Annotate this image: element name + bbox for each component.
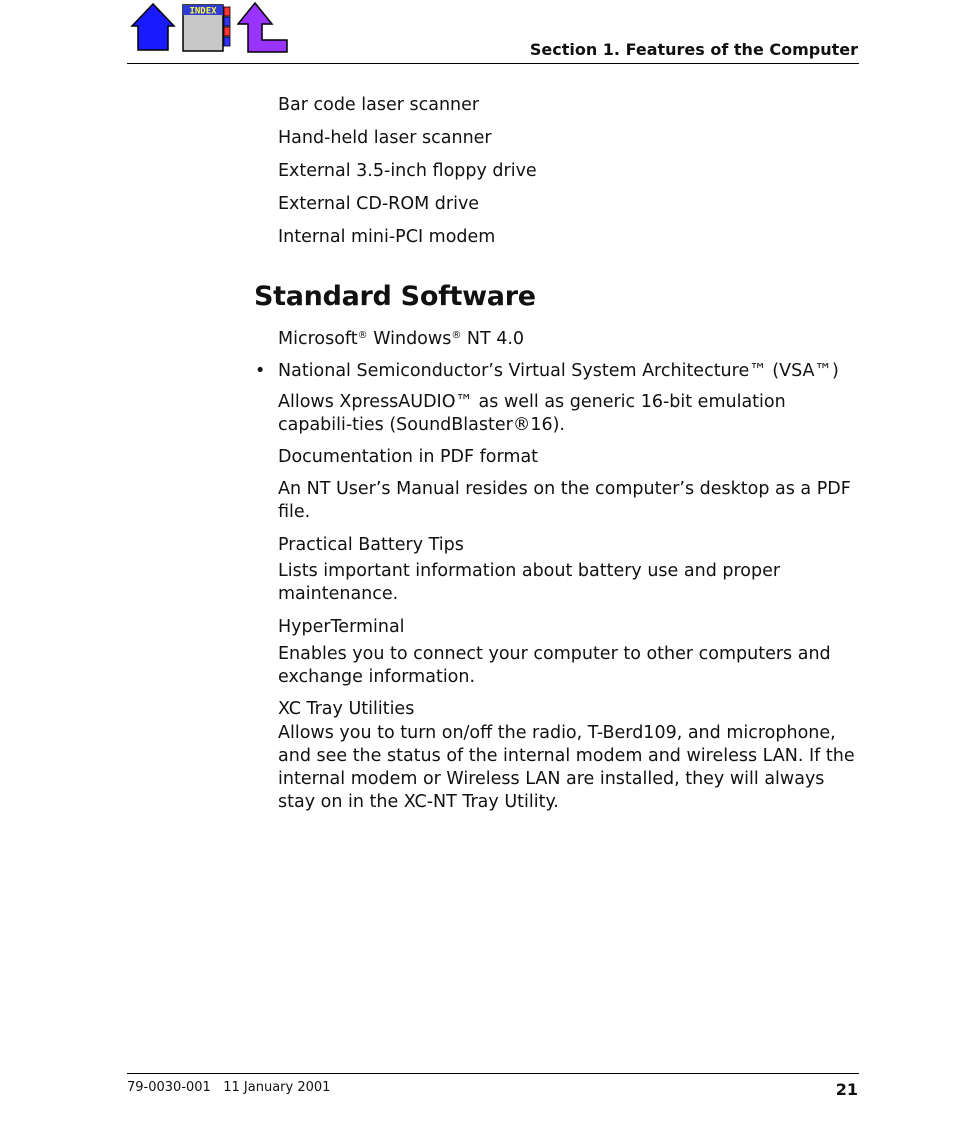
section-title: Section 1. Features of the Computer [529,40,858,59]
doc-date: 11 January 2001 [223,1080,331,1095]
item-description: Allows XpressAUDIO™ as well as generic 16-bit emulation capabili-ties (SoundBlaster®16). [278,392,786,435]
item-description: An NT User’s Manual resides on the computer’s desktop as a PDF file. [278,479,851,522]
footer-doc-info [127,1080,330,1095]
item-title: Documentation in PDF format [278,447,539,467]
index-icon[interactable] [182,2,232,54]
page-number: 21 [835,1080,858,1099]
item-title: National Semiconductor’s Virtual System Architecture™ (VSA™) [278,361,839,381]
registered-mark: ® [451,330,462,341]
item-title: XC Tray Utilities [278,699,415,719]
item-description: Lists important information about battery use and proper maintenance. [278,561,781,604]
os-part: NT 4.0 [461,329,525,349]
list-item: External 3.5-inch floppy drive [278,161,537,181]
os-line [278,329,524,349]
bullet-icon: • [255,361,266,381]
index-label: INDEX [189,6,217,17]
os-part: Microsoft [278,329,358,349]
section-heading: Standard Software [254,281,536,312]
os-part: Windows [367,329,452,349]
item-title: HyperTerminal [278,617,405,637]
registered-mark: ® [357,330,368,341]
item-description: Allows you to turn on/off the radio, T-Berd109, and microphone, and see the status of the internal modem and wireless LAN. If the internal modem or Wireless LAN are installed, they will always stay on in the XC-NT Tray Utility. [278,723,855,812]
list-item: External CD-ROM drive [278,194,480,214]
doc-number: 79-0030-001 [127,1080,211,1095]
header-rule [127,63,859,64]
home-icon[interactable] [130,2,176,52]
list-item: Hand-held laser scanner [278,128,492,148]
list-item: Internal mini-PCI modem [278,227,496,247]
list-item: Bar code laser scanner [278,95,480,115]
item-title: Practical Battery Tips [278,535,464,555]
up-arrow-icon[interactable] [237,2,289,54]
footer-rule [127,1073,859,1074]
item-description: Enables you to connect your computer to other computers and exchange information. [278,644,831,687]
